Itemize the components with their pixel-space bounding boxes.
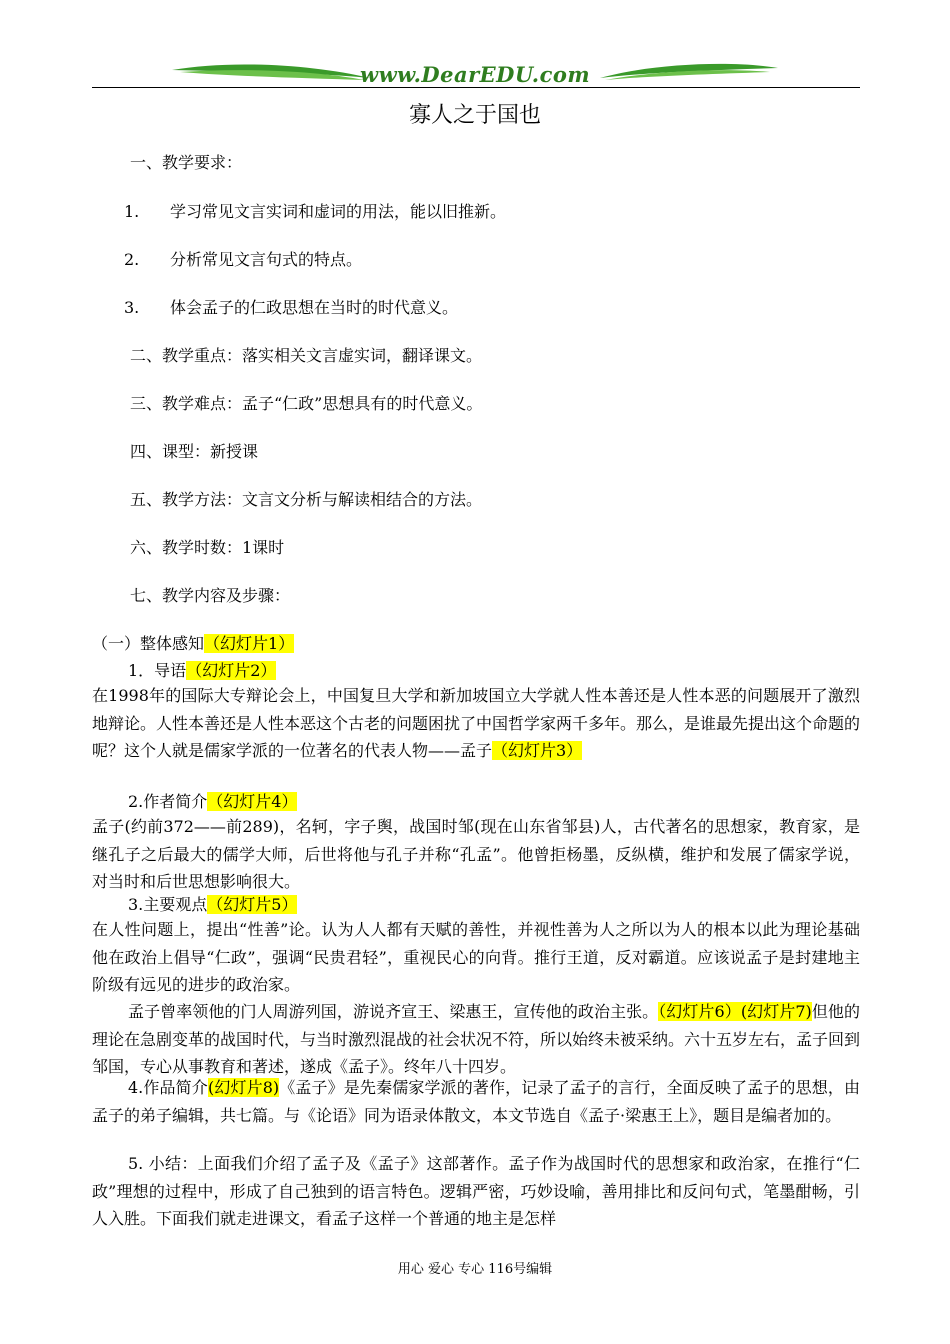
slide-ref: （幻灯片1） [204, 634, 295, 653]
section-key-points: 二、教学重点：落实相关文言虚实词，翻译课文。 [130, 346, 483, 365]
slide-ref: （幻灯片2） [186, 661, 277, 680]
views-heading [128, 895, 297, 915]
section-steps: 七、教学内容及步骤： [130, 586, 291, 605]
header-rule [92, 87, 860, 88]
section-methods: 五、教学方法：文言文分析与解读相结合的方法。 [130, 490, 483, 509]
author-heading [128, 792, 297, 812]
travel-paragraph: 孟子曾率领他的门人周游列国，游说齐宣王、梁惠王，宣传他的政治主张。（幻灯片6）(幻灯片7)但他的理论在急剧变革的战国时代，与当时激烈混战的社会状况不符，所以始终未被采纳。六十五岁左右，孟子回到邹国，专心从事教育和著述，遂成《孟子》。终年八十四岁。 [92, 1002, 861, 1076]
works-paragraph: 4.作品简介(幻灯片8)《孟子》是先秦儒家学派的著作，记录了孟子的言行，全面反映了孟子的思想，由孟子的弟子编辑，共七篇。与《论语》同为语录体散文，本文节选自《孟子·梁惠王上》，题目是编者加的。 [92, 1078, 860, 1125]
works-label: 4.作品简介 [128, 1078, 208, 1097]
section-difficulties: 三、教学难点：孟子“仁政”思想具有的时代意义。 [130, 394, 483, 413]
section-lesson-type: 四、课型：新授课 [130, 442, 259, 461]
section-hours: 六、教学时数：1课时 [130, 538, 285, 557]
list-item: 学习常见文言实词和虚词的用法，能以旧推新。 [170, 202, 507, 221]
slide-ref: (幻灯片7) [740, 1002, 812, 1021]
overview-label: （一）整体感知 [92, 634, 205, 653]
slide-ref: (幻灯片8) [207, 1078, 280, 1097]
summary-paragraph: 5. 小结：上面我们介绍了孟子及《孟子》这部著作。孟子作为战国时代的思想家和政治家，在推行“仁政”理想的过程中，形成了自己独到的语言特色。逻辑严密，巧妙设喻，善用排比和反问句式，笔墨酣畅，引人入胜。下面我们就走进课文，看孟子这样一个普通的地主是怎样 [92, 1154, 860, 1228]
author-label: 2.作者简介 [128, 792, 208, 811]
views-label: 3.主要观点 [128, 895, 208, 914]
section-requirements: 一、教学要求： [130, 153, 243, 172]
page-footer: 用心 爱心 专心 116号编辑 [397, 1262, 553, 1277]
page-title: 寡人之于国也 [408, 103, 541, 128]
list-item: 分析常见文言句式的特点。 [170, 250, 363, 269]
intro-label: 1．导语 [128, 661, 187, 680]
slide-ref: （幻灯片3） [492, 741, 583, 760]
overview-heading [92, 634, 294, 654]
list-number: 3. [124, 298, 140, 317]
slide-ref: （幻灯片5） [207, 895, 298, 914]
list-number: 2. [124, 250, 140, 269]
intro-paragraph: 在1998年的国际大专辩论会上，中国复旦大学和新加坡国立大学就人性本善还是人性本恶的问题展开了激烈地辩论。人性本善还是人性本恶这个古老的问题困扰了中国哲学家两千多年。那么，是谁最先提出这个命题的呢？这个人就是儒家学派的一位著名的代表人物——孟子（幻灯片3） [92, 686, 861, 760]
intro-heading [128, 661, 276, 681]
header-banner [170, 58, 780, 88]
author-paragraph: 孟子(约前372——前289)，名轲，字子舆，战国时邹(现在山东省邹县)人，古代著名的思想家，教育家，是继孔子之后最大的儒学大师，后世将他与孔子并称“孔孟”。他曾拒杨墨，反纵横，维护和发展了儒家学说，对当时和后世思想影响很大。 [92, 817, 860, 891]
list-item: 体会孟子的仁政思想在当时的时代意义。 [170, 298, 459, 317]
site-name[interactable]: www.DearEDU.com [360, 62, 591, 87]
views-paragraph: 在人性问题上，提出“性善”论。认为人人都有天赋的善性，并视性善为人之所以为人的根本以此为理论基础他在政治上倡导“仁政”，强调“民贵君轻”，重视民心的向背。推行王道，反对霸道。应该说孟子是封建地主阶级有远见的进步的政治家。 [92, 920, 860, 994]
slide-ref: （幻灯片4） [207, 792, 298, 811]
list-number: 1. [124, 202, 140, 221]
slide-ref: （幻灯片6） [658, 1002, 741, 1021]
